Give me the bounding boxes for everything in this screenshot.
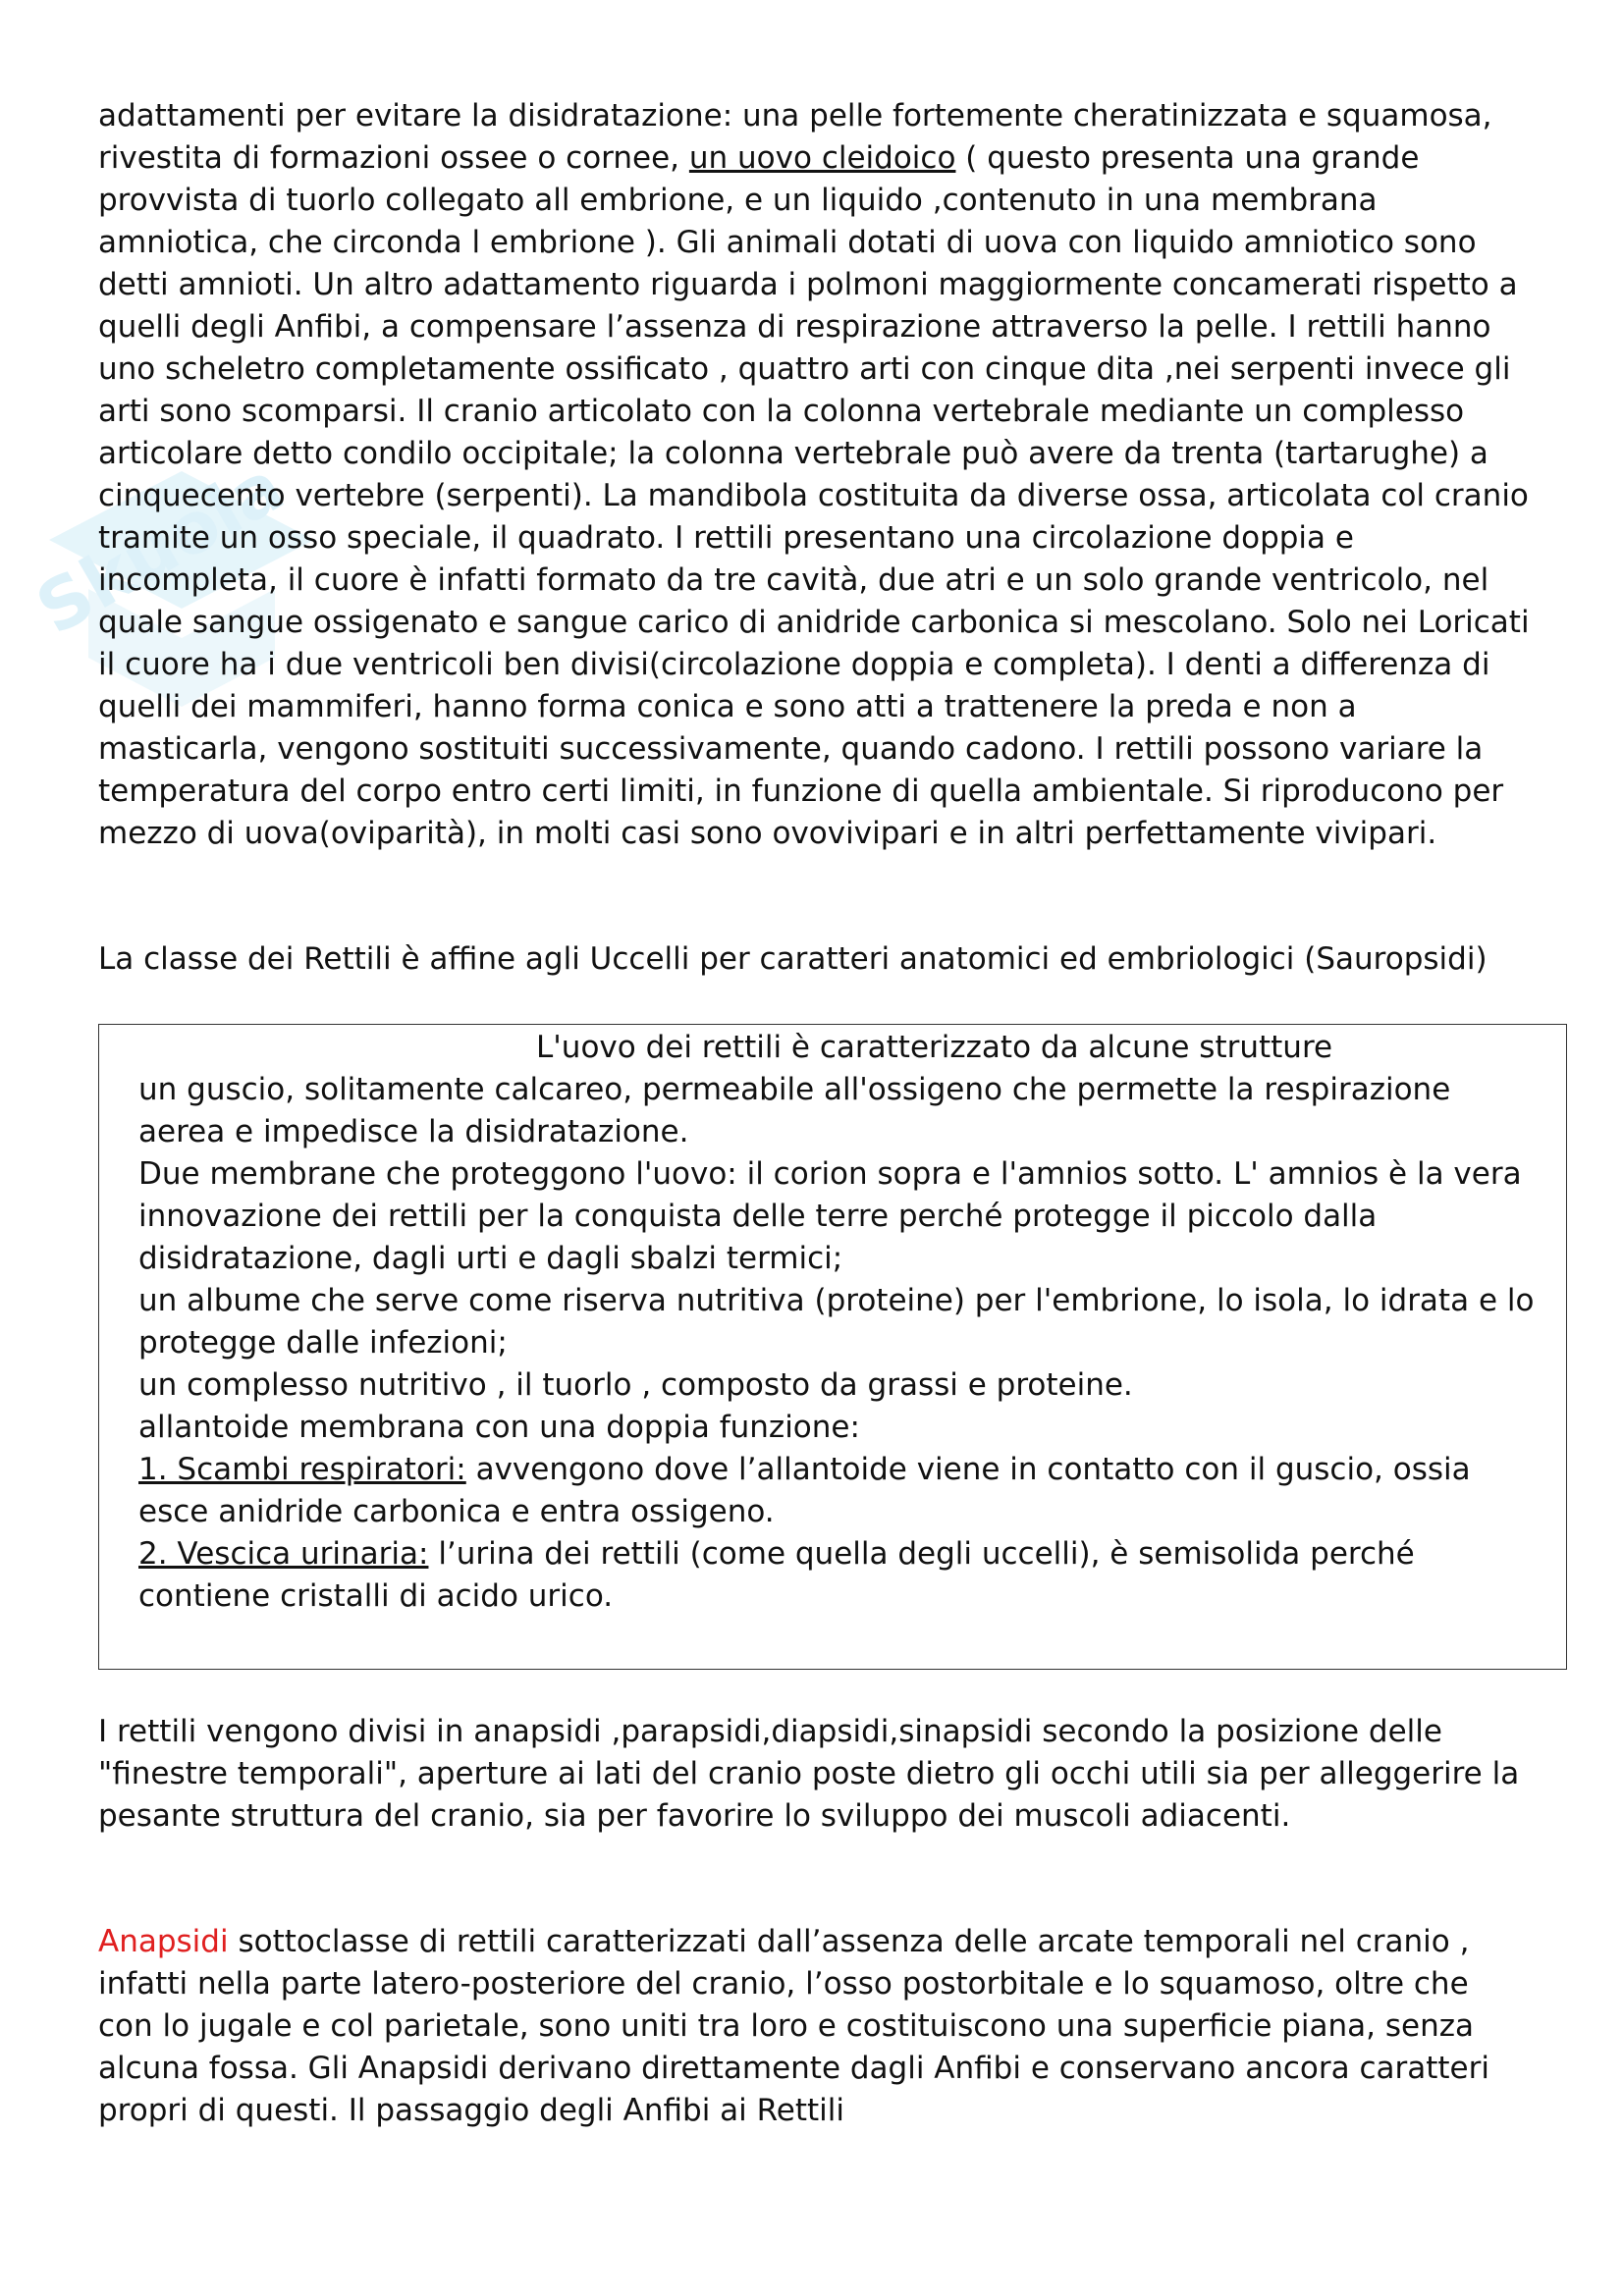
box-body (138, 1069, 1542, 1618)
function-text-2: l’urina dei rettili (come quella degli uccelli), è semisolida perché contiene cristalli di acido urico. (138, 1536, 1415, 1614)
paragraph-sauropsidi: La classe dei Rettili è affine agli Uccelli per caratteri anatomici ed embriologici (Sauropsidi) (98, 941, 1488, 977)
function-label-2: 2. Vescica urinaria: (138, 1536, 429, 1572)
underlined-term: un uovo cleidoico (688, 140, 956, 176)
anapsidi-text: sottoclasse di rettili caratterizzati dall’assenza delle arcate temporali nel cranio , infatti nella parte latero-posteriore del cranio, l’osso postorbitale e lo squamoso, oltre che con lo jugale e col parietale, sono uniti tra loro e costituiscono una superficie piana, senza alcuna fossa. Gli Anapsidi derivano direttamente dagli Anfibi e conservano ancora caratteri propri di questi. Il passaggio degli Anfibi ai Rettili (98, 1924, 1489, 2128)
allantois-line: allantoide membrana con una doppia funzione: (138, 1410, 860, 1445)
paragraph-anapsidi (98, 1921, 1532, 2132)
paragraph-pre: adattamenti per evitare la disidratazione: una pelle fortemente cheratinizzata e squamosa, rivestita di formazioni ossee o cornee, (98, 98, 1492, 176)
yolk-line: un complesso nutritivo , il tuorlo , composto da grassi e proteine. (138, 1367, 1133, 1403)
box-title: L'uovo dei rettili è caratterizzato da alcune strutture (536, 1030, 1333, 1065)
svg-text:Skuola: Skuola (23, 444, 298, 651)
function-label-1: 1. Scambi respiratori: (138, 1452, 466, 1487)
function-item-1 (138, 1449, 1542, 1533)
function-item-2 (138, 1533, 1542, 1618)
term-anapsidi: Anapsidi (98, 1924, 229, 1959)
paragraph-reptile-adaptations (98, 95, 1532, 855)
membranes-line: Due membrane che proteggono l'uovo: il corion sopra e l'amnios sotto. L' amnios è la vera innovazione dei rettili per la conquista delle terre perché protegge il piccolo dalla disidratazione, dagli urti e dagli sbalzi termici; (138, 1156, 1522, 1276)
egg-shell-line: un guscio, solitamente calcareo, permeabile all'ossigeno che permette la respirazione aerea e impedisce la disidratazione. (138, 1072, 1451, 1149)
paragraph-post: ( questo presenta una grande provvista di tuorlo collegato all embrione, e un liquido ,contenuto in una membrana amniotica, che circonda l embrione ). Gli animali dotati di uova con liquido amniotico sono detti amnioti. Un altro adattamento riguarda i polmoni maggiormente concamerati rispetto a quelli degli Anfibi, a compensare l’assenza di respirazione attraverso la pelle. I rettili hanno uno scheletro completamente ossificato , quattro arti con cinque dita ,nei serpenti invece gli arti sono scomparsi. Il cranio articolato con la colonna vertebrale mediante un complesso articolare detto condilo occipitale; la colonna vertebrale può avere da trenta (tartarughe) a cinquecento vertebre (serpenti). La mandibola costituita da diverse ossa, articolata col cranio tramite un osso speciale, il quadrato. I rettili presentano una circolazione doppia e incompleta, il cuore è infatti formato da tre cavità, due atri e un solo grande ventricolo, nel quale sangue ossigenato e sangue carico di anidride carbonica si mescolano. Solo nei Loricati il cuore ha i due ventricoli ben divisi(circolazione doppia e completa). I denti a differenza di quelli dei mammiferi, hanno forma conica e sono atti a trattenere la preda e non a masticarla, vengono sostituiti successivamente, quando cadono. I rettili possono variare la temperatura del corpo entro certi limiti, in funzione di quella ambientale. Si riproducono per mezzo di uova(oviparità), in molti casi sono ovovivipari e in altri perfettamente vivipari. (98, 140, 1530, 851)
function-text-1: avvengono dove l’allantoide viene in contatto con il guscio, ossia esce anidride carbonica e entra ossigeno. (138, 1452, 1471, 1529)
egg-structures-box (98, 1024, 1567, 1670)
albumen-line: un albume che serve come riserva nutritiva (proteine) per l'embrione, lo isola, lo idrata e lo protegge dalle infezioni; (138, 1283, 1535, 1361)
paragraph-classification: I rettili vengono divisi in anapsidi ,parapsidi,diapsidi,sinapsidi secondo la posizione delle "finestre temporali", aperture ai lati del cranio poste dietro gli occhi utili sia per alleggerire la pesante struttura del cranio, sia per favorire lo sviluppo dei muscoli adiacenti. (98, 1714, 1520, 1834)
